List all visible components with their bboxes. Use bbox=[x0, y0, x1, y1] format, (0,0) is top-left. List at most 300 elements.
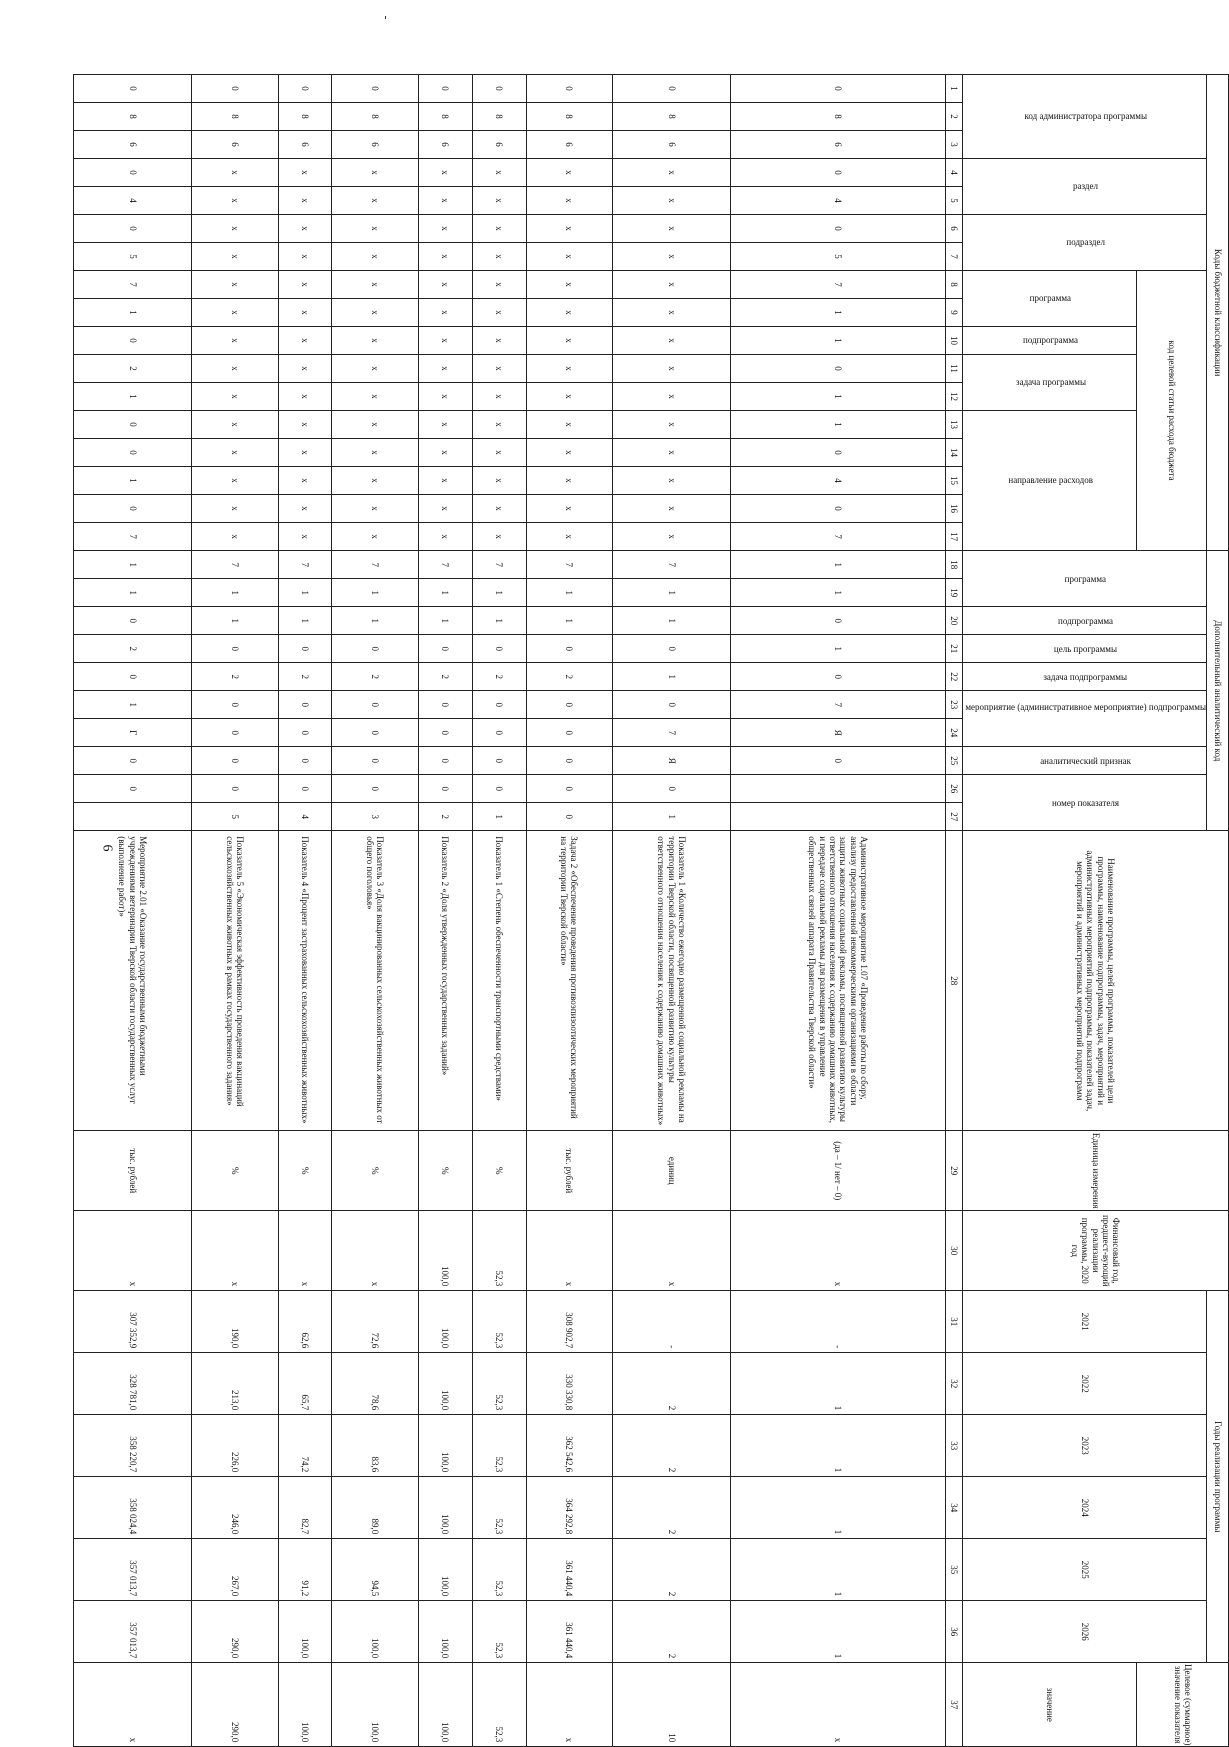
additional-code-header: Дополнительный аналитический код bbox=[1207, 551, 1229, 831]
code-cell: х bbox=[332, 355, 418, 383]
code-cell: 7 bbox=[418, 551, 472, 579]
column-number: 10 bbox=[945, 327, 962, 355]
column-number: 12 bbox=[945, 383, 962, 411]
code-cell: х bbox=[332, 495, 418, 523]
code-cell: х bbox=[278, 327, 332, 355]
code-cell: х bbox=[332, 411, 418, 439]
code-cell: 0 bbox=[731, 747, 946, 775]
code-cell: х bbox=[332, 299, 418, 327]
code-cell: х bbox=[612, 327, 730, 355]
code-cell: Я bbox=[731, 719, 946, 747]
code-cell: 6 bbox=[418, 131, 472, 159]
code-cell: 1 bbox=[192, 579, 278, 607]
code-cell: 3 bbox=[332, 803, 418, 831]
row-target-value: х bbox=[73, 1663, 191, 1747]
code-cell: х bbox=[612, 299, 730, 327]
years-group-header: Годы реализации программы bbox=[1207, 1291, 1229, 1663]
code-cell: 1 bbox=[612, 663, 730, 691]
unit-header: Единица измерения bbox=[962, 1131, 1228, 1211]
code-cell: 7 bbox=[731, 271, 946, 299]
row-target-value: 52,3 bbox=[472, 1663, 526, 1747]
column-number: 3 bbox=[945, 131, 962, 159]
expense-direction-header: направление расходов bbox=[1008, 475, 1094, 486]
column-number: 31 bbox=[945, 1291, 962, 1353]
row-name: Задача 2 «Обеспечение проведения противоэпизоотических мероприятий на территории Тверской области» bbox=[526, 831, 612, 1131]
code-cell: 1 bbox=[731, 635, 946, 663]
code-cell: 4 bbox=[731, 467, 946, 495]
year-2025-header: 2025 bbox=[962, 1539, 1206, 1601]
row-year-value: 52,3 bbox=[472, 1539, 526, 1601]
code-cell: х bbox=[526, 271, 612, 299]
code-cell: 0 bbox=[332, 775, 418, 803]
code-cell: х bbox=[418, 411, 472, 439]
row-year-value: 1 bbox=[731, 1353, 946, 1415]
code-cell: х bbox=[332, 243, 418, 271]
row-year-value: 358 220,7 bbox=[73, 1415, 191, 1477]
code-cell: х bbox=[332, 439, 418, 467]
code-cell: 0 bbox=[472, 75, 526, 103]
code-cell: х bbox=[612, 271, 730, 299]
row-year-value: 361 440,4 bbox=[526, 1601, 612, 1663]
scan-mark bbox=[385, 16, 386, 19]
column-number: 32 bbox=[945, 1353, 962, 1415]
code-cell: 0 bbox=[192, 775, 278, 803]
row-unit: тыс. рублей bbox=[526, 1131, 612, 1211]
row-target-value: 100,0 bbox=[332, 1663, 418, 1747]
code-cell: х bbox=[278, 271, 332, 299]
code-cell: 0 bbox=[192, 719, 278, 747]
code-cell: 2 bbox=[73, 355, 191, 383]
column-number: 25 bbox=[945, 747, 962, 775]
row-year-value: 100,0 bbox=[332, 1601, 418, 1663]
row-year-value: 357 013,7 bbox=[73, 1539, 191, 1601]
code-cell: х bbox=[526, 411, 612, 439]
code-cell: х bbox=[418, 495, 472, 523]
code-cell: х bbox=[192, 159, 278, 187]
row-name: Административное мероприятие 1.07 «Проведение работы по сбору, анализу предоставленной некоммерческими организациями в области защиты животных социальной рекламы, посвященной развитию культуры ответственного отношения населения к содержанию домашних животных, и передаче социальной рекламы для размещения в управление общественных связей аппарата Правительства Тверской области» bbox=[731, 831, 946, 1131]
code-cell: х bbox=[278, 187, 332, 215]
code-cell: х bbox=[192, 215, 278, 243]
code-cell: 0 bbox=[418, 719, 472, 747]
code-cell: х bbox=[418, 523, 472, 551]
row-year-value: 52,3 bbox=[472, 1353, 526, 1415]
column-number: 27 bbox=[945, 803, 962, 831]
code-cell: 8 bbox=[731, 103, 946, 131]
code-cell: 0 bbox=[418, 75, 472, 103]
code-cell: х bbox=[526, 383, 612, 411]
row-year-value: 52,3 bbox=[472, 1291, 526, 1353]
code-cell: 8 bbox=[192, 103, 278, 131]
section-header: раздел bbox=[1073, 181, 1099, 192]
table-row bbox=[192, 75, 278, 1747]
row-year-value: 78,6 bbox=[332, 1353, 418, 1415]
column-number: 19 bbox=[945, 579, 962, 607]
code-cell: 0 bbox=[73, 327, 191, 355]
code-cell: 0 bbox=[526, 775, 612, 803]
row-year-value: 62,6 bbox=[278, 1291, 332, 1353]
code-cell: х bbox=[278, 411, 332, 439]
code-cell: 4 bbox=[278, 803, 332, 831]
code-cell: 8 bbox=[278, 103, 332, 131]
row-year-value: 2 bbox=[612, 1353, 730, 1415]
row-year-value: 100,0 bbox=[418, 1415, 472, 1477]
code-cell: 0 bbox=[73, 775, 191, 803]
code-cell: 7 bbox=[612, 719, 730, 747]
row-year-value: 290,0 bbox=[192, 1601, 278, 1663]
code-cell: 0 bbox=[612, 635, 730, 663]
target-value-header: значение bbox=[962, 1663, 1136, 1747]
code-cell: 7 bbox=[731, 691, 946, 719]
code-cell: х bbox=[472, 495, 526, 523]
code-cell: 0 bbox=[418, 691, 472, 719]
code-cell: 7 bbox=[731, 523, 946, 551]
code-cell: 1 bbox=[418, 607, 472, 635]
code-cell: х bbox=[332, 467, 418, 495]
code-cell: 1 bbox=[73, 383, 191, 411]
code-cell: х bbox=[612, 467, 730, 495]
code-cell: 0 bbox=[731, 75, 946, 103]
code-cell: 0 bbox=[472, 635, 526, 663]
code-cell: х bbox=[332, 159, 418, 187]
code-cell: 1 bbox=[731, 411, 946, 439]
code-cell: х bbox=[278, 355, 332, 383]
column-number: 20 bbox=[945, 607, 962, 635]
code-cell: 0 bbox=[332, 747, 418, 775]
column-number: 13 bbox=[945, 411, 962, 439]
code-cell: 0 bbox=[731, 215, 946, 243]
code-cell bbox=[73, 803, 191, 831]
row-year-value: 82,7 bbox=[278, 1477, 332, 1539]
column-number: 21 bbox=[945, 635, 962, 663]
code-cell: 1 bbox=[612, 579, 730, 607]
code-cell: 7 bbox=[278, 551, 332, 579]
code-cell: х bbox=[526, 299, 612, 327]
code-cell: 7 bbox=[73, 523, 191, 551]
row-year-value: 364 292,8 bbox=[526, 1477, 612, 1539]
row-year-value: 2 bbox=[612, 1539, 730, 1601]
code-cell: х bbox=[472, 383, 526, 411]
code-cell: х bbox=[418, 187, 472, 215]
column-number: 18 bbox=[945, 551, 962, 579]
code-cell: х bbox=[278, 215, 332, 243]
row-year-value: 307 352,9 bbox=[73, 1291, 191, 1353]
column-number: 1 bbox=[945, 75, 962, 103]
code-cell: х bbox=[192, 439, 278, 467]
code-cell: 1 bbox=[731, 579, 946, 607]
page-number: 6 bbox=[99, 844, 115, 852]
code-cell: х bbox=[472, 187, 526, 215]
code-cell: 0 bbox=[332, 719, 418, 747]
code-cell: 0 bbox=[731, 355, 946, 383]
code-cell: 8 bbox=[418, 103, 472, 131]
column-number: 7 bbox=[945, 243, 962, 271]
row-unit: % bbox=[472, 1131, 526, 1211]
code-cell: 7 bbox=[526, 551, 612, 579]
row-base-value: х bbox=[278, 1211, 332, 1291]
code-cell: 0 bbox=[472, 747, 526, 775]
code-cell: 5 bbox=[73, 243, 191, 271]
code-cell: 0 bbox=[73, 439, 191, 467]
column-number: 16 bbox=[945, 495, 962, 523]
row-year-value: 1 bbox=[731, 1477, 946, 1539]
code-cell: 0 bbox=[526, 691, 612, 719]
column-number: 6 bbox=[945, 215, 962, 243]
code-cell: 1 bbox=[192, 607, 278, 635]
code-cell: х bbox=[278, 439, 332, 467]
row-year-value: 267,0 bbox=[192, 1539, 278, 1601]
code-cell: х bbox=[192, 411, 278, 439]
column-number: 15 bbox=[945, 467, 962, 495]
row-year-value: 94,5 bbox=[332, 1539, 418, 1601]
row-year-value: 2 bbox=[612, 1415, 730, 1477]
code-cell: 0 bbox=[73, 75, 191, 103]
code-cell: 2 bbox=[278, 663, 332, 691]
code-cell: х bbox=[526, 243, 612, 271]
dc-measure-header: мероприятие (административное мероприятие) подпрограммы bbox=[965, 701, 1206, 712]
year-2026-header: 2026 bbox=[962, 1601, 1206, 1663]
row-name: Показатель 4 «Процент застрахованных сельскохозяйственных животных» bbox=[278, 831, 332, 1131]
row-year-value: 72,6 bbox=[332, 1291, 418, 1353]
budget-codes-header: Коды бюджетной классификации bbox=[1207, 75, 1229, 551]
code-cell: 0 bbox=[192, 747, 278, 775]
code-cell: 8 bbox=[526, 103, 612, 131]
column-number: 28 bbox=[945, 831, 962, 1131]
row-year-value: 226,0 bbox=[192, 1415, 278, 1477]
column-number: 17 bbox=[945, 523, 962, 551]
code-cell: 7 bbox=[332, 551, 418, 579]
code-cell: х bbox=[278, 299, 332, 327]
code-cell: 0 bbox=[192, 691, 278, 719]
row-target-value: 100,0 bbox=[418, 1663, 472, 1747]
code-cell: 5 bbox=[731, 243, 946, 271]
row-year-value: 328 781,0 bbox=[73, 1353, 191, 1415]
row-name: Мероприятие 2.01 «Оказание государственными бюджетными учреждениями ветеринарии Тверской области государственных услуг (выполнение работ)» bbox=[73, 831, 191, 1131]
dc-sign-header: аналитический признак bbox=[1040, 755, 1132, 766]
code-cell: 0 bbox=[73, 215, 191, 243]
code-cell: х bbox=[192, 299, 278, 327]
code-cell: 8 bbox=[612, 103, 730, 131]
code-cell: 6 bbox=[73, 131, 191, 159]
program-header: программа bbox=[1030, 293, 1072, 304]
column-number-row bbox=[945, 75, 962, 1747]
code-cell: 5 bbox=[192, 803, 278, 831]
code-cell: 2 bbox=[418, 803, 472, 831]
code-cell: х bbox=[418, 271, 472, 299]
code-cell: х bbox=[192, 187, 278, 215]
target-group-header: Целевое (суммарное) значение показателя bbox=[1137, 1663, 1229, 1747]
code-cell: х bbox=[418, 243, 472, 271]
year-2024-header: 2024 bbox=[962, 1477, 1206, 1539]
code-cell: 0 bbox=[612, 775, 730, 803]
column-number: 2 bbox=[945, 103, 962, 131]
row-year-value: - bbox=[731, 1291, 946, 1353]
column-number: 5 bbox=[945, 187, 962, 215]
code-cell: 0 bbox=[278, 691, 332, 719]
column-number: 4 bbox=[945, 159, 962, 187]
code-cell: 8 bbox=[472, 103, 526, 131]
year-2023-header: 2023 bbox=[962, 1415, 1206, 1477]
code-cell: 0 bbox=[731, 607, 946, 635]
row-year-value: 1 bbox=[731, 1601, 946, 1663]
code-cell: 0 bbox=[472, 691, 526, 719]
dc-program-header: программа bbox=[1065, 573, 1107, 584]
code-cell: х bbox=[418, 215, 472, 243]
code-cell: 4 bbox=[731, 187, 946, 215]
table-row bbox=[278, 75, 332, 1747]
code-cell: 0 bbox=[332, 75, 418, 103]
column-number: 26 bbox=[945, 775, 962, 803]
code-cell: х bbox=[472, 523, 526, 551]
code-cell: 7 bbox=[192, 551, 278, 579]
code-cell: 6 bbox=[192, 131, 278, 159]
table-row bbox=[73, 75, 191, 1747]
row-target-value: 10 bbox=[612, 1663, 730, 1747]
dc-task-header: задача подпрограммы bbox=[1043, 671, 1128, 682]
code-cell: 6 bbox=[526, 131, 612, 159]
code-cell: х bbox=[418, 383, 472, 411]
code-cell: х bbox=[332, 271, 418, 299]
code-cell: х bbox=[192, 467, 278, 495]
row-year-value: 2 bbox=[612, 1477, 730, 1539]
code-cell: х bbox=[472, 439, 526, 467]
code-cell: х bbox=[278, 383, 332, 411]
row-year-value: 357 013,7 bbox=[73, 1601, 191, 1663]
row-year-value: 91,2 bbox=[278, 1539, 332, 1601]
code-cell: 1 bbox=[278, 579, 332, 607]
code-cell: х bbox=[332, 523, 418, 551]
code-cell: 0 bbox=[526, 747, 612, 775]
table-row bbox=[472, 75, 526, 1747]
code-cell: 1 bbox=[612, 803, 730, 831]
row-base-value: х bbox=[612, 1211, 730, 1291]
column-number: 35 bbox=[945, 1539, 962, 1601]
row-year-value: 100,0 bbox=[278, 1601, 332, 1663]
base-year-header: Финансовый год, предшест-вующий реализации программы, 2020 год bbox=[962, 1211, 1228, 1291]
row-base-value: 52,3 bbox=[472, 1211, 526, 1291]
code-cell: 0 bbox=[73, 607, 191, 635]
code-cell: х bbox=[278, 243, 332, 271]
table-row bbox=[526, 75, 612, 1747]
code-cell: Г bbox=[73, 719, 191, 747]
row-base-value: х bbox=[73, 1211, 191, 1291]
row-year-value: 213,0 bbox=[192, 1353, 278, 1415]
dc-indicator-header: номер показателя bbox=[1052, 797, 1120, 808]
code-cell: х bbox=[418, 467, 472, 495]
code-cell: 1 bbox=[472, 579, 526, 607]
admin-code-header: код администратора программы bbox=[1024, 111, 1147, 122]
subsection-header: подраздел bbox=[1066, 237, 1105, 248]
code-cell: х bbox=[332, 215, 418, 243]
row-year-value: 246,0 bbox=[192, 1477, 278, 1539]
column-number: 37 bbox=[945, 1663, 962, 1747]
code-cell: 1 bbox=[472, 803, 526, 831]
row-target-value: х bbox=[526, 1663, 612, 1747]
code-cell: 6 bbox=[332, 131, 418, 159]
row-unit: тыс. рублей bbox=[73, 1131, 191, 1211]
code-cell: х bbox=[278, 495, 332, 523]
column-number: 9 bbox=[945, 299, 962, 327]
column-number: 22 bbox=[945, 663, 962, 691]
code-cell: 7 bbox=[612, 551, 730, 579]
code-cell: 7 bbox=[472, 551, 526, 579]
code-cell: х bbox=[612, 355, 730, 383]
code-cell: 8 bbox=[73, 103, 191, 131]
code-cell: 0 bbox=[278, 747, 332, 775]
code-cell: 2 bbox=[332, 663, 418, 691]
row-year-value: 2 bbox=[612, 1601, 730, 1663]
code-cell: х bbox=[192, 523, 278, 551]
code-cell: 1 bbox=[73, 579, 191, 607]
code-cell: 0 bbox=[418, 747, 472, 775]
code-cell: х bbox=[472, 271, 526, 299]
code-cell: х bbox=[612, 243, 730, 271]
code-cell: 1 bbox=[526, 579, 612, 607]
column-number: 36 bbox=[945, 1601, 962, 1663]
code-cell: 2 bbox=[472, 663, 526, 691]
code-cell: х bbox=[526, 187, 612, 215]
row-base-value: х bbox=[731, 1211, 946, 1291]
row-year-value: 74,2 bbox=[278, 1415, 332, 1477]
code-cell: х bbox=[418, 299, 472, 327]
code-cell: 1 bbox=[278, 607, 332, 635]
row-year-value: 1 bbox=[731, 1415, 946, 1477]
code-cell: х bbox=[472, 215, 526, 243]
year-2022-header: 2022 bbox=[962, 1353, 1206, 1415]
code-cell: 0 bbox=[278, 719, 332, 747]
code-cell: х bbox=[278, 159, 332, 187]
code-cell: х bbox=[418, 159, 472, 187]
code-cell: 1 bbox=[73, 299, 191, 327]
code-cell: х bbox=[612, 495, 730, 523]
code-cell: х bbox=[612, 523, 730, 551]
code-cell: х bbox=[472, 159, 526, 187]
code-cell: х bbox=[332, 187, 418, 215]
row-year-value: - bbox=[612, 1291, 730, 1353]
row-year-value: 83,6 bbox=[332, 1415, 418, 1477]
code-cell: 1 bbox=[526, 607, 612, 635]
code-cell: 2 bbox=[192, 663, 278, 691]
program-table bbox=[73, 74, 1229, 1747]
code-cell: 0 bbox=[731, 439, 946, 467]
code-cell: х bbox=[278, 523, 332, 551]
table-row bbox=[332, 75, 418, 1747]
row-name: Показатель 2 «Доля утвержденных государственных заданий» bbox=[418, 831, 472, 1131]
code-cell: 0 bbox=[526, 75, 612, 103]
code-cell: 0 bbox=[73, 747, 191, 775]
row-year-value: 330 330,8 bbox=[526, 1353, 612, 1415]
row-year-value: 100,0 bbox=[418, 1539, 472, 1601]
row-year-value: 362 542,6 bbox=[526, 1415, 612, 1477]
column-number: 24 bbox=[945, 719, 962, 747]
code-cell: 1 bbox=[73, 691, 191, 719]
code-cell: 1 bbox=[612, 607, 730, 635]
column-number: 30 bbox=[945, 1211, 962, 1291]
code-cell: х bbox=[472, 243, 526, 271]
code-cell: 0 bbox=[192, 75, 278, 103]
code-cell: х bbox=[332, 327, 418, 355]
row-base-value: х bbox=[332, 1211, 418, 1291]
code-cell: 1 bbox=[332, 607, 418, 635]
code-cell: Я bbox=[612, 747, 730, 775]
row-year-value: 358 024,4 bbox=[73, 1477, 191, 1539]
code-cell: 6 bbox=[278, 131, 332, 159]
row-target-value: 100,0 bbox=[278, 1663, 332, 1747]
code-cell: 2 bbox=[526, 663, 612, 691]
row-year-value: 100,0 bbox=[418, 1601, 472, 1663]
dc-goal-header: цель программы bbox=[1054, 643, 1118, 654]
code-cell: 0 bbox=[332, 691, 418, 719]
code-cell: х bbox=[332, 383, 418, 411]
